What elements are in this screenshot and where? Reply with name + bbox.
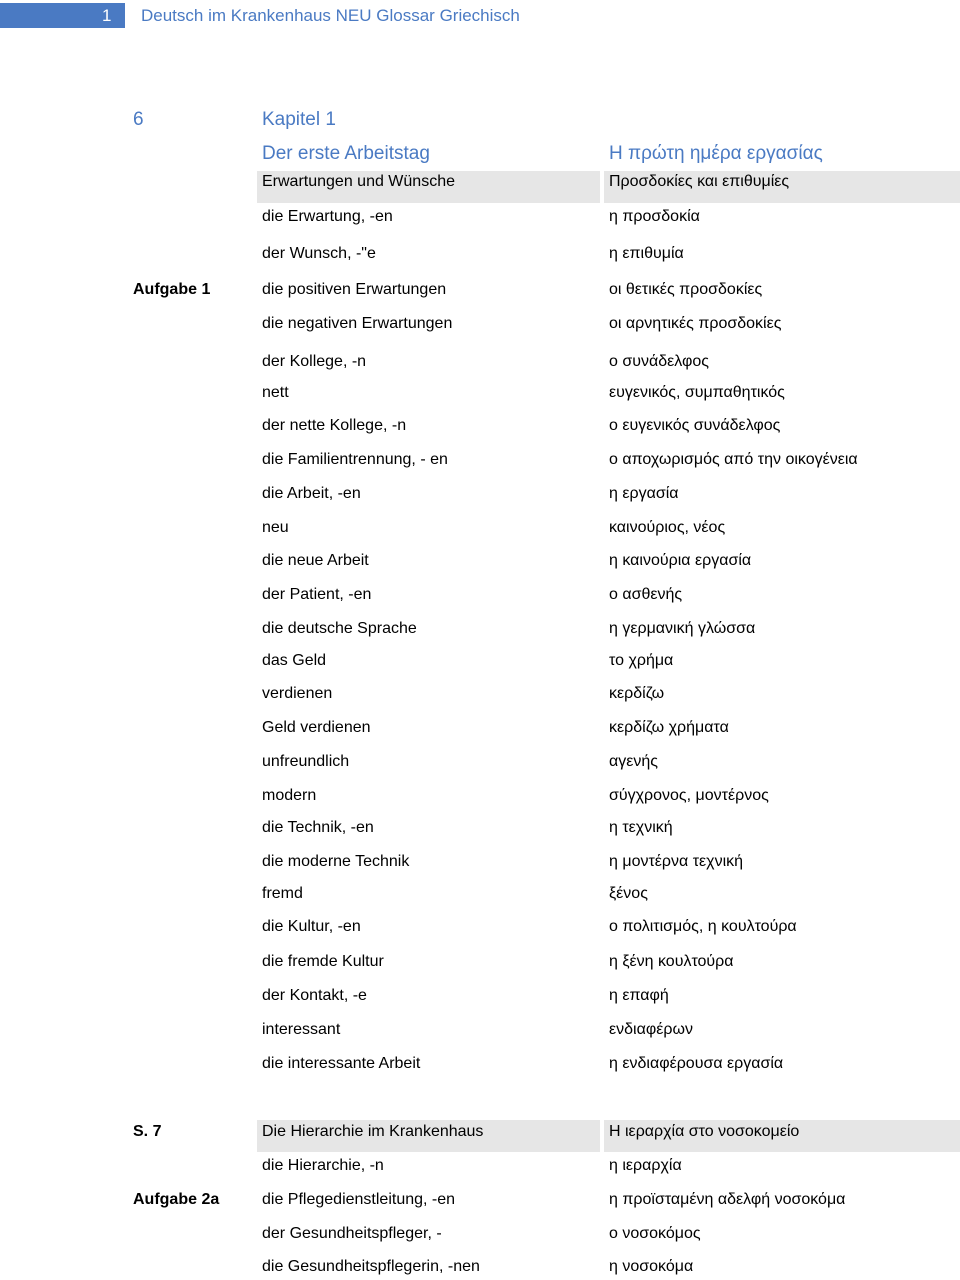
greek-term: η προϊσταμένη αδελφή νοσοκόμα bbox=[609, 1191, 846, 1208]
glossary-row bbox=[0, 681, 960, 707]
greek-term: η επαφή bbox=[609, 987, 669, 1004]
german-term: der Gesundheitspfleger, - bbox=[262, 1225, 442, 1242]
chapter-number: 6 bbox=[133, 109, 144, 130]
glossary-row bbox=[0, 311, 960, 337]
subtitle-row bbox=[0, 169, 960, 195]
page-number: 1 bbox=[0, 3, 125, 28]
greek-term: η προσδοκία bbox=[609, 208, 700, 225]
german-term: interessant bbox=[262, 1021, 341, 1038]
german-term: die fremde Kultur bbox=[262, 953, 384, 970]
glossary-row bbox=[0, 1017, 960, 1043]
german-term: die Technik, -en bbox=[262, 819, 374, 836]
german-term: die positiven Erwartungen bbox=[262, 281, 447, 298]
greek-term: ευγενικός, συμπαθητικός bbox=[609, 384, 785, 401]
greek-term: οι θετικές προσδοκίες bbox=[609, 281, 763, 298]
glossary-row bbox=[0, 447, 960, 473]
german-term: der Kollege, -n bbox=[262, 353, 367, 370]
greek-term: ο αποχωρισμός από την οικογένεια bbox=[609, 451, 858, 468]
glossary-row bbox=[0, 1254, 960, 1280]
german-term: die Arbeit, -en bbox=[262, 485, 361, 502]
greek-term: η ενδιαφέρουσα εργασία bbox=[609, 1055, 784, 1072]
greek-term: σύγχρονος, μοντέρνος bbox=[609, 787, 769, 804]
section-title-german: Der erste Arbeitstag bbox=[262, 143, 430, 164]
glossary-row bbox=[0, 783, 960, 809]
greek-term: κερδίζω bbox=[609, 685, 665, 702]
section2-header-row bbox=[0, 1119, 960, 1145]
glossary-row bbox=[0, 648, 960, 674]
glossary-row bbox=[0, 914, 960, 940]
german-term: fremd bbox=[262, 885, 303, 902]
glossary-row bbox=[0, 983, 960, 1009]
german-term: unfreundlich bbox=[262, 753, 350, 770]
german-term: die Familientrennung, - en bbox=[262, 451, 448, 468]
german-term: die Hierarchie, -n bbox=[262, 1157, 384, 1174]
greek-term: η μοντέρνα τεχνική bbox=[609, 853, 744, 870]
greek-term: ο συνάδελφος bbox=[609, 353, 709, 370]
greek-term: καινούριος, νέος bbox=[609, 519, 726, 536]
subtitle-greek: Προσδοκίες και επιθυμίες bbox=[609, 173, 790, 190]
greek-term: αγενής bbox=[609, 753, 658, 770]
german-term: der Kontakt, -e bbox=[262, 987, 367, 1004]
glossary-row bbox=[0, 1187, 960, 1213]
glossary-row bbox=[0, 277, 960, 303]
document-header bbox=[0, 0, 960, 32]
greek-term: ο ευγενικός συνάδελφος bbox=[609, 417, 781, 434]
german-term: die deutsche Sprache bbox=[262, 620, 417, 637]
greek-term: η εργασία bbox=[609, 485, 679, 502]
section-title-greek: Η πρώτη ημέρα εργασίας bbox=[609, 143, 823, 164]
greek-term: η καινούρια εργασία bbox=[609, 552, 752, 569]
glossary-row bbox=[0, 1221, 960, 1247]
german-term: die moderne Technik bbox=[262, 853, 410, 870]
greek-term: οι αρνητικές προσδοκίες bbox=[609, 315, 782, 332]
document-title: Deutsch im Krankenhaus NEU Glossar Griechisch bbox=[141, 6, 520, 25]
german-term: der Wunsch, -"e bbox=[262, 245, 376, 262]
glossary-row bbox=[0, 349, 960, 375]
german-term: nett bbox=[262, 384, 289, 401]
page-reference: S. 7 bbox=[133, 1123, 162, 1140]
glossary-row bbox=[0, 749, 960, 775]
glossary-row bbox=[0, 815, 960, 841]
glossary-row bbox=[0, 481, 960, 507]
chapter-label: Kapitel 1 bbox=[262, 109, 336, 130]
german-term: der Patient, -en bbox=[262, 586, 372, 603]
greek-term: κερδίζω χρήματα bbox=[609, 719, 729, 736]
glossary-row bbox=[0, 849, 960, 875]
german-term: die Gesundheitspflegerin, -nen bbox=[262, 1258, 480, 1275]
glossary-row bbox=[0, 1051, 960, 1077]
german-term: die neue Arbeit bbox=[262, 552, 369, 569]
german-term: verdienen bbox=[262, 685, 333, 702]
greek-term: η ιεραρχία bbox=[609, 1157, 682, 1174]
german-term: die Erwartung, -en bbox=[262, 208, 393, 225]
greek-term: η ξένη κουλτούρα bbox=[609, 953, 734, 970]
greek-term: το χρήμα bbox=[609, 652, 674, 669]
glossary-row bbox=[0, 715, 960, 741]
glossary-row bbox=[0, 616, 960, 642]
greek-term: η γερμανική γλώσσα bbox=[609, 620, 756, 637]
german-term: die interessante Arbeit bbox=[262, 1055, 421, 1072]
greek-term: ξένος bbox=[609, 885, 648, 902]
glossary-row bbox=[0, 548, 960, 574]
glossary-row bbox=[0, 1153, 960, 1179]
glossary-row bbox=[0, 413, 960, 439]
greek-term: ο νοσοκόμος bbox=[609, 1225, 701, 1242]
section2-title-greek: Η ιεραρχία στο νοσοκομείο bbox=[609, 1123, 800, 1140]
greek-term: η επιθυμία bbox=[609, 245, 684, 262]
german-term: die Kultur, -en bbox=[262, 918, 361, 935]
german-term: das Geld bbox=[262, 652, 327, 669]
section2-title-german: Die Hierarchie im Krankenhaus bbox=[262, 1123, 484, 1140]
glossary-row bbox=[0, 204, 960, 230]
german-term: modern bbox=[262, 787, 317, 804]
german-term: die negativen Erwartungen bbox=[262, 315, 453, 332]
german-term: neu bbox=[262, 519, 289, 536]
greek-term: ο ασθενής bbox=[609, 586, 683, 603]
greek-term: ο πολιτισμός, η κουλτούρα bbox=[609, 918, 797, 935]
glossary-row bbox=[0, 881, 960, 907]
exercise-label: Aufgabe 1 bbox=[133, 281, 211, 298]
glossary-row bbox=[0, 949, 960, 975]
greek-term: η τεχνική bbox=[609, 819, 673, 836]
glossary-row bbox=[0, 241, 960, 267]
greek-term: η νοσοκόμα bbox=[609, 1258, 694, 1275]
german-term: die Pflegedienstleitung, -en bbox=[262, 1191, 456, 1208]
glossary-row bbox=[0, 515, 960, 541]
glossary-row bbox=[0, 582, 960, 608]
german-term: der nette Kollege, -n bbox=[262, 417, 407, 434]
greek-term: ενδιαφέρων bbox=[609, 1021, 693, 1038]
german-term: Geld verdienen bbox=[262, 719, 371, 736]
subtitle-german: Erwartungen und Wünsche bbox=[262, 173, 455, 190]
exercise-label: Aufgabe 2a bbox=[133, 1191, 220, 1208]
glossary-row bbox=[0, 380, 960, 406]
